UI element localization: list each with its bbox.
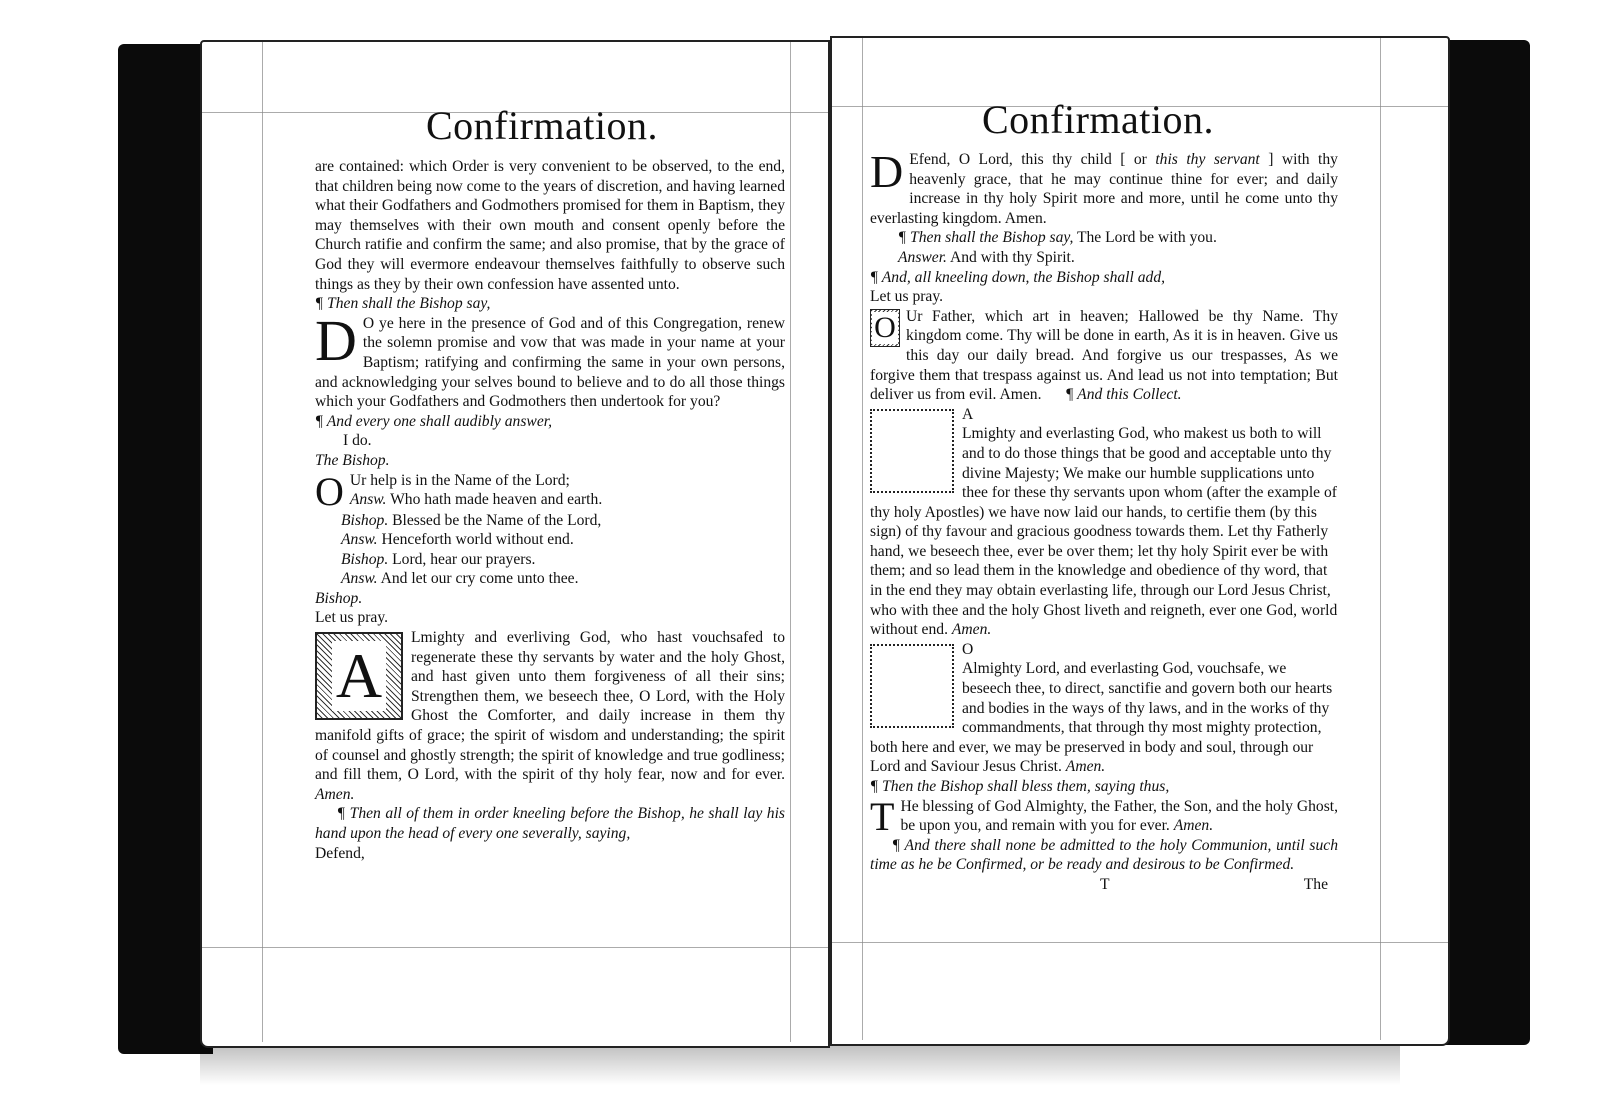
signature-mark: T <box>1100 875 1110 893</box>
guide-line <box>262 42 263 1042</box>
response-line: Answ. Who hath made heaven and earth. <box>349 491 603 509</box>
prayer-text: Lmighty and everliving God, who hast vouchsafed to regenerate these thy servants by water and the holy Ghost, and hast given unto them forgiveness of all their sins; Strengthen them, we beseech thee, O Lord, with the Holy Ghost the Comforter, and daily increase in them thy manifold gifts of grace; the spirit of wisdom and understanding; the spirit of counsel and ghostly strength; the spirit of knowledge and true godliness; and fill them, O Lord, with the spirit of thy holy fear, now and for ever. <box>315 629 785 784</box>
ornamental-drop-cap: O <box>870 309 900 347</box>
responses-list <box>315 490 785 589</box>
versicle-text: Ur help is in the Name of the Lord; <box>349 471 570 489</box>
scan-shadow <box>200 1045 1400 1085</box>
defend-paragraph: D Efend, O Lord, this thy child [ or this thy servant ] with thy heavenly grace, that he may continue thine for ever; and daily increase in thy holy Spirit more and more, until he come unto thy everlasting kingdom. Amen. <box>870 146 1338 227</box>
amen: Amen. <box>951 621 992 639</box>
amen: Amen. <box>1173 817 1214 835</box>
address-paragraph <box>315 307 785 412</box>
intro-paragraph: are contained: which Order is very convenient to be observed, to the end, that children being now come to the years of discretion, and having learned what their Godfathers and Godmothers promised for them in Baptism, they may themselves with their own mouth and consent openly before the Church ratifie and confirm the same; and also promise, that by the grace of God they will evermore endeavour themselves faithfully to observe such things as they by their own confession have assented unto. <box>315 158 785 293</box>
answer: I do. <box>343 432 372 450</box>
rubric: ¶ And there shall none be admitted to the holy Communion, until such time as he be Confirmed, or be ready and desirous to be Confirmed. <box>870 836 1338 874</box>
catchword: The <box>1303 875 1328 893</box>
guide-line <box>862 38 863 1040</box>
answer-line: Answer. And with thy Spirit. <box>898 248 1075 266</box>
guide-line <box>1380 38 1381 1040</box>
heading-bishop: Bishop. <box>315 589 363 607</box>
heading-bishop: The Bishop. <box>315 451 390 469</box>
ornamental-drop-cap <box>870 409 954 493</box>
running-head: Confirmation. <box>426 103 659 148</box>
drop-cap: D <box>315 307 357 373</box>
blessing: T He blessing of God Almighty, the Father, the Son, and the holy Ghost, be upon you, and remain with you for ever. Amen. <box>870 793 1338 839</box>
rubric: ¶ And, all kneeling down, the Bishop shall add, <box>870 268 1166 286</box>
running-head: Confirmation. <box>982 97 1215 142</box>
amen: Amen. <box>1065 758 1106 776</box>
ornamental-drop-cap <box>870 644 954 728</box>
rubric: ¶ And this Collect. <box>1065 386 1182 404</box>
rubric-line: ¶ Then shall the Bishop say, The Lord be with you. <box>898 229 1217 247</box>
response-line: Answ. Henceforth world without end. <box>341 531 574 549</box>
guide-line <box>832 942 1448 943</box>
right-text-column: D Efend, O Lord, this thy child [ or this thy servant ] with thy heavenly grace, that he may continue thine for ever; and daily increase in thy holy Spirit more and more, until he come unto thy everlasting kingdom. Amen. ¶ Then shall the Bishop say, The Lord be with you. Answer. And with thy Spirit. ¶ And, all kneeling down, the Bishop shall add, Let us pray. O Ur Father, which art in heaven; Hallowed be thy Name. Thy kingdom come. Thy will be done in earth, As it is in heaven. Give us this day our daily bread. And forgive us our trespasses, As we forgive them that trespass against us. And lead us not into temptation; But deliver us from evil. Amen. ¶ And this Collect. A Lmighty and everlasting God, who makest us both to will and to do those things that be good and acceptable unto thy divine Majesty; We make our humble supplications unto thee for these thy servants upon whom (after the example of thy holy Apostles) we have now laid our hands, to certifie them (by this sign) of thy favour and gracious goodness towards them. Let thy Fatherly hand, we beseech thee, ever be over them; let thy holy Spirit ever be with them; and so lead them in the knowledge and obedience of thy word, that in the end they may obtain everlasting life, through our Lord Jesus Christ, who with thee and the holy Ghost liveth and reigneth, ever one God, world without end. Amen. O Almighty Lord, and everlasting God, vouchsafe, we beseech thee, to direct, sanctifie and govern both our hearts and bodies in the ways of thy laws, and in the works of thy commandments, that through thy most mighty protection, both here and ever, we may be preserved in body and soul, through our Lord and Saviour Jesus Christ. Amen. ¶ Then the Bishop shall bless them, saying thus, T He blessing of God Almighty, the Father, the Son, and the holy Ghost, be upon you, and remain with you for ever. Amen. ¶ And there shall none be admitted to the holy Communion, until such time as he be Confirmed, or be ready and desirous to be Confirmed. T The <box>870 146 1338 893</box>
ornamental-drop-cap: A <box>315 632 403 720</box>
rubric: ¶ Then shall the Bishop say, <box>315 295 491 313</box>
guide-line <box>790 42 791 1042</box>
left-text-column <box>315 157 785 863</box>
drop-cap: T <box>870 793 895 839</box>
address-text: O ye here in the presence of God and of this Congregation, renew the solemn promise and vow that was made in your name at your Baptism; ratifying and confirming the same in your own persons, and acknowledging your selves bound to believe and to do all those things which your Godfathers and Godmothers then undertook for you? <box>315 314 785 411</box>
left-page <box>200 40 830 1048</box>
book-edge-right <box>1445 40 1530 1045</box>
response-line: Answ. And let our cry come unto thee. <box>341 570 579 588</box>
drop-cap: D <box>870 146 904 197</box>
rubric: ¶ Then all of them in order kneeling before the Bishop, he shall lay his hand upon the head of every one severally, saying, <box>315 805 785 842</box>
let-us-pray: Let us pray. <box>870 288 944 306</box>
let-us-pray: Let us pray. <box>315 609 389 627</box>
book-edge-left <box>118 44 213 1054</box>
page-footer <box>870 875 1338 895</box>
response-line: Bishop. Blessed be the Name of the Lord, <box>341 511 602 529</box>
amen: Amen. <box>315 785 355 803</box>
lords-prayer: O Ur Father, which art in heaven; Hallowed be thy Name. Thy kingdom come. Thy will be done in earth, As it is in heaven. Give us this day our daily bread. And forgive us our trespasses, As we forgive them that trespass against us. And lead us not into temptation; But deliver us from evil. Amen. ¶ And this Collect. <box>870 307 1338 404</box>
prayer-paragraph <box>315 628 785 804</box>
guide-line <box>202 947 828 948</box>
right-page <box>830 36 1450 1046</box>
catchword: Defend, <box>315 844 365 862</box>
rubric: ¶ Then the Bishop shall bless them, saying thus, <box>870 778 1170 795</box>
rubric: ¶ And every one shall audibly answer, <box>315 412 552 430</box>
drop-cap: O <box>315 468 344 514</box>
response-line: Bishop. Lord, hear our prayers. <box>341 550 536 568</box>
